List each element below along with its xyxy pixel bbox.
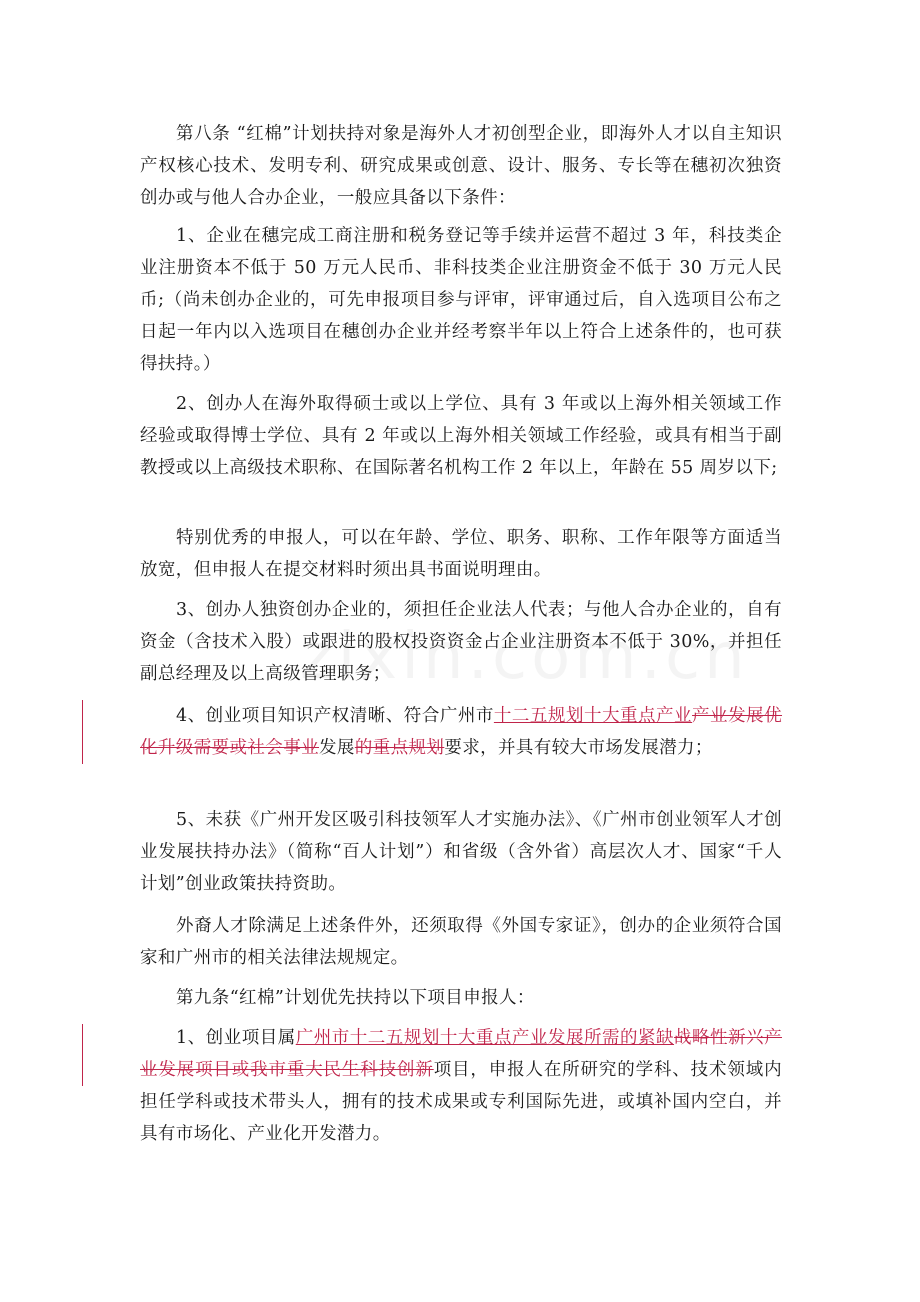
deleted-text: 产业发展优化升级需要或社会事业 [140,706,783,758]
article-9-condition-1 [140,1022,782,1150]
article-8-condition-3: 3、创办人独资创办企业的，须担任企业法人代表；与他人合办企业的，自有资金（含技术入股）或跟进的股权投资资金占企业注册资本不低于 30%，并担任副总经理及以上高级管理职务； [140,600,782,684]
revision-change-bar [82,1024,83,1086]
article-8-condition-4 [140,700,782,764]
condition-4-text: 4、创业项目知识产权清晰、符合广州市 [176,706,494,726]
article-8-condition-5: 5、未获《广州开发区吸引科技领军人才实施办法》、《广州市创业领军人才创业发展扶持办法》（简称“百人计划”）和省级（含外省）高层次人才、国家“千人计划”创业政策扶持资助。 [140,810,782,894]
article-9-intro: 第九条“红棉”计划优先扶持以下项目申报人： [176,988,535,1008]
condition-1-text: 项目，申报人在所研究的学科、技术领域内担任学科或技术带头人，拥有的技术成果或专利国际先进，或填补国内空白，并具有市场化、产业化开发潜力。 [140,1060,782,1144]
deleted-text: 的重点规划 [354,738,445,758]
deleted-text: 战略性新兴产业发展项目或我市重大民生科技创新 [140,1028,782,1080]
article-8-condition-1: 1、企业在穗完成工商注册和税务登记等手续并运营不超过 3 年，科技类企业注册资本不低于 50 万元人民币、非科技类企业注册资金不低于 30 万元人民币;（尚未创办企业的，可先申报项目参与评审，评审通过后，自入选项目公布之日起一年内以入选项目在穗创办企业并经考察半年以上符合上述条件的，也可获得扶持。） [140,226,782,374]
article-8-foreign-note: 外裔人才除满足上述条件外，还须取得《外国专家证》，创办的企业须符合国家和广州市的相关法律法规规定。 [140,916,782,968]
condition-4-text: 发展 [319,738,355,758]
article-8-condition-2: 2、创办人在海外取得硕士或以上学位、具有 3 年或以上海外相关领域工作经验或取得博士学位、具有 2 年或以上海外相关领域工作经验，或具有相当于副教授或以上高级技术职称、在国际著名机构工作 2 年以上，年龄在 55 周岁以下; [140,394,782,478]
inserted-text: 广州市十二五规划十大重点产业发展所需的紧缺 [295,1028,675,1048]
revision-change-bar [82,700,83,764]
inserted-text: 十二五规划十大重点产业 [493,706,693,726]
article-8-intro: 第八条 “红棉”计划扶持对象是海外人才初创型企业，即海外人才以自主知识产权核心技术、发明专利、研究成果或创意、设计、服务、专长等在穗初次独资创办或与他人合办企业，一般应具备以下条件： [140,124,782,208]
condition-1-text: 1、创业项目属 [176,1028,296,1048]
condition-4-text: 要求，并具有较大市场发展潜力； [444,738,713,758]
article-8-special-note: 特别优秀的申报人，可以在年龄、学位、职务、职称、工作年限等方面适当放宽，但申报人在提交材料时须出具书面说明理由。 [140,528,782,580]
